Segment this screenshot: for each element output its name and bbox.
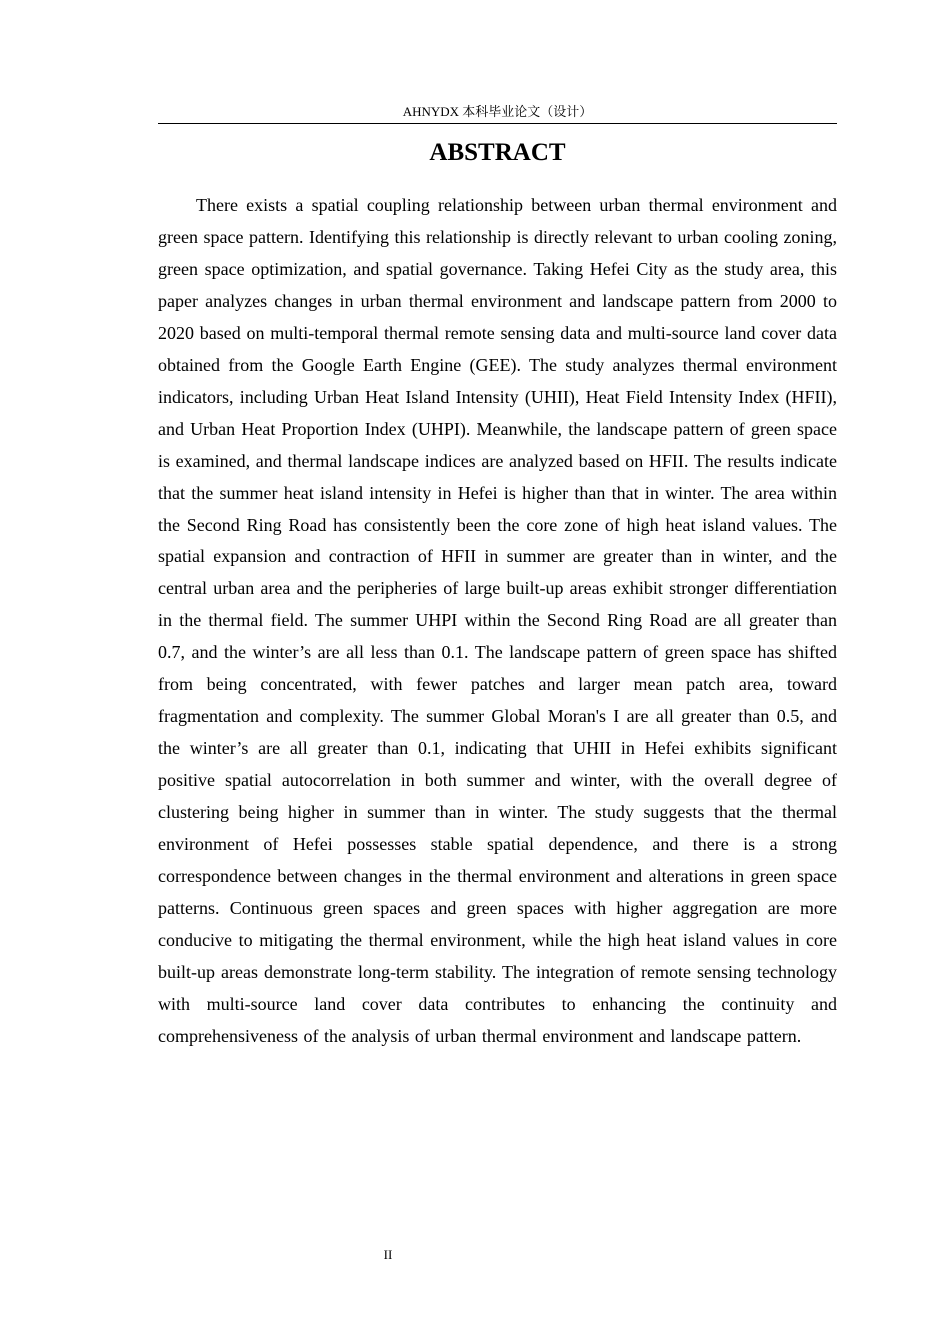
abstract-title: ABSTRACT: [429, 139, 566, 166]
header-rule: [158, 123, 837, 124]
page-number: II: [383, 1247, 393, 1262]
running-header: AHNYDX 本科毕业论文（设计）: [402, 104, 593, 119]
abstract-body: There exists a spatial coupling relationship between urban thermal environment and green space pattern. Identifying this relationship is directly relevant to urban cooling zoning, green space optimization, and spatial governance. Taking Hefei City as the study area, this paper analyzes changes in urban thermal environment and landscape pattern from 2000 to 2020 based on multi-temporal thermal remote sensing data and multi-source land cover data obtained from the Google Earth Engine (GEE). The study analyzes thermal environment indicators, including Urban Heat Island Intensity (UHII), Heat Field Intensity Index (HFII), and Urban Heat Proportion Index (UHPI). Meanwhile, the landscape pattern of green space is examined, and thermal landscape indices are analyzed based on HFII. The results indicate that the summer heat island intensity in Hefei is higher than that in winter. The area within the Second Ring Road has consistently been the core zone of high heat island values. The spatial expansion and contraction of HFII in summer are greater than in winter, and the central urban area and the peripheries of large built-up areas exhibit stronger differentiation in the thermal field. The summer UHPI within the Second Ring Road are all greater than 0.7, and the winter’s are all less than 0.1. The landscape pattern of green space has shifted from being concentrated, with fewer patches and larger mean patch area, toward fragmentation and complexity. The summer Global Moran's I are all greater than 0.5, and the winter’s are all greater than 0.1, indicating that UHII in Hefei exhibits significant positive spatial autocorrelation in both summer and winter, with the overall degree of clustering being higher in summer than in winter. The study suggests that the thermal environment of Hefei possesses stable spatial dependence, and there is a strong correspondence between changes in the thermal environment and alterations in green space patterns. Continuous green spaces and green spaces with higher aggregation are more conducive to mitigating the thermal environment, while the high heat island values in core built-up areas demonstrate long-term stability. The integration of remote sensing technology with multi-source land cover data contributes to enhancing the continuity and comprehensiveness of the analysis of urban thermal environment and landscape pattern.: [158, 195, 837, 1046]
